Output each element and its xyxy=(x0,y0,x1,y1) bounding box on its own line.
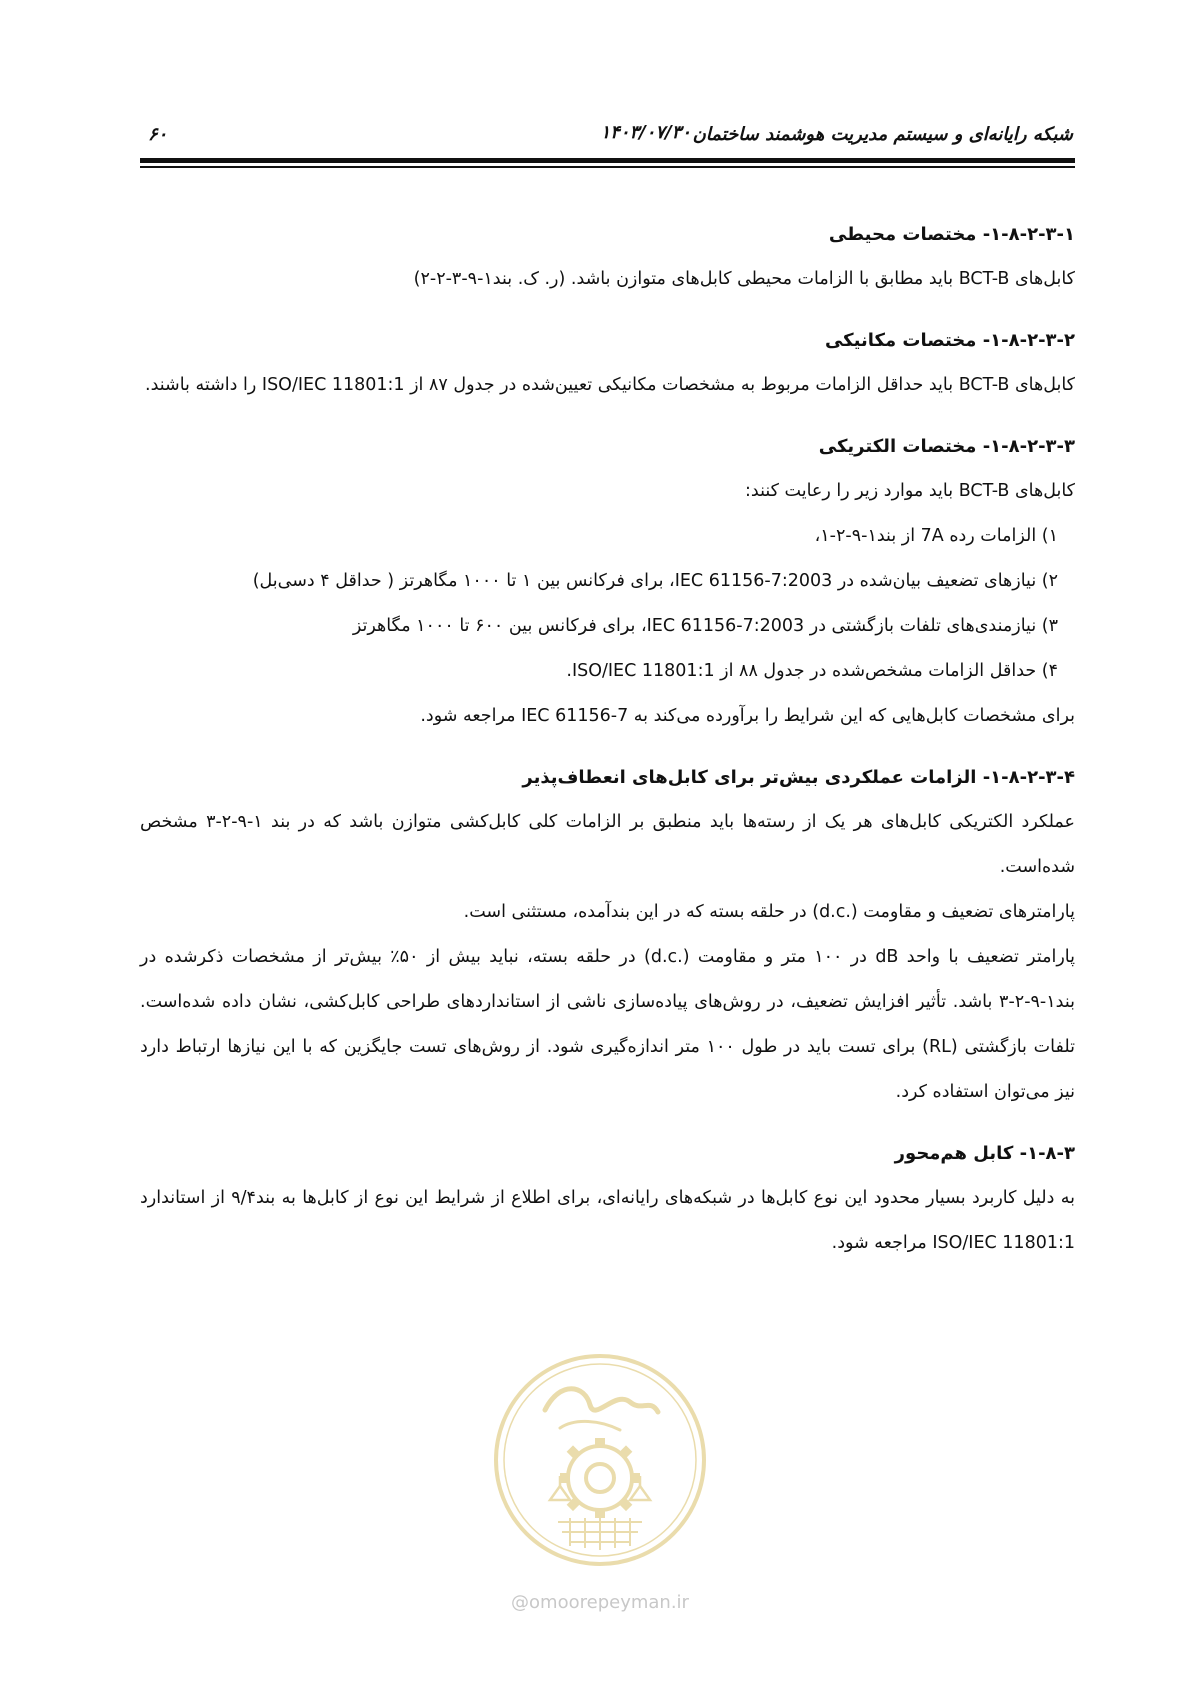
section-outro: برای مشخصات کابل‌هایی که این شرایط را برآورده می‌کند به IEC 61156-7 مراجعه شود. xyxy=(420,706,1075,726)
page-number: ۶۰ xyxy=(148,124,168,145)
watermark-caption: @omoorepeyman.ir xyxy=(511,1592,689,1613)
section-paragraph: عملکرد الکتریکی کابل‌های هر یک از رسته‌ها باید منطبق بر الزامات کلی کابل‌کشی متوازن باشد که در بند ۱-۹-۲-۳ مشخص شده‌است. xyxy=(140,812,1075,877)
header-rule-thin xyxy=(140,166,1075,168)
document-body xyxy=(140,212,1075,1282)
list-item: ۳) نیازمندی‌های تلفات بازگشتی در IEC 61156-7:2003، برای فرکانس بین ۶۰۰ تا ۱۰۰۰ مگاهرتز xyxy=(352,616,1058,636)
section-flexible-cables xyxy=(140,755,1075,1115)
requirements-list xyxy=(140,514,1075,694)
section-paragraph: کابل‌های BCT-B باید مطابق با الزامات محیطی کابل‌های متوازن باشد. (ر. ک. بند۱-۹-۳-۲-۲) xyxy=(413,269,1075,289)
list-item: ۲) نیازهای تضعیف بیان‌شده در IEC 61156-7:2003، برای فرکانس بین ۱ تا ۱۰۰۰ مگاهرتز ( حداقل ۴ دسی‌بل) xyxy=(252,571,1058,591)
section-electrical xyxy=(140,424,1075,739)
running-header-date: ۱۴۰۳/۰۷/۳۰ xyxy=(600,122,691,143)
watermark-seal-logo xyxy=(490,1350,710,1570)
section-coaxial xyxy=(140,1131,1075,1266)
section-paragraph: کابل‌های BCT-B باید حداقل الزامات مربوط به مشخصات مکانیکی تعیین‌شده در جدول ۸۷ از ISO/IEC 11801:1 را داشته باشند. xyxy=(145,375,1075,395)
section-paragraph: پارامترهای تضعیف و مقاومت (.d.c) در حلقه بسته که در این بندآمده، مستثنی است. xyxy=(463,902,1075,922)
list-item: ۱) الزامات رده 7A از بند۱-۹-۲-۱، xyxy=(814,526,1058,546)
section-paragraph: به دلیل کاربرد بسیار محدود این نوع کابل‌ها در شبکه‌های رایانه‌ای، برای اطلاع از شرایط این نوع از کابل‌ها به بند۹/۴ از استاندارد ISO/IEC 11801:1 مراجعه شود. xyxy=(140,1188,1075,1253)
section-intro: کابل‌های BCT-B باید موارد زیر را رعایت کنند: xyxy=(744,481,1075,501)
section-environmental xyxy=(140,212,1075,302)
section-heading: ۱-۸-۲-۳-۴- الزامات عملکردی بیش‌تر برای کابل‌های انعطاف‌پذیر xyxy=(522,767,1075,788)
section-mechanical xyxy=(140,318,1075,408)
running-header-title: شبکه رایانه‌ای و سیستم مدیریت هوشمند ساختمان xyxy=(692,124,1073,145)
section-heading: ۱-۸-۲-۳-۱- مختصات محیطی xyxy=(828,224,1075,245)
section-heading: ۱-۸-۲-۳-۲- مختصات مکانیکی xyxy=(824,330,1075,351)
header-rule-thick xyxy=(140,158,1075,163)
list-item: ۴) حداقل الزامات مشخص‌شده در جدول ۸۸ از ISO/IEC 11801:1. xyxy=(566,661,1058,681)
section-heading: ۱-۸-۳- کابل هم‌محور xyxy=(894,1143,1075,1164)
section-paragraph: پارامتر تضعیف با واحد dB در ۱۰۰ متر و مقاومت (.d.c) در حلقه بسته، نباید بیش از ۵۰٪ بیش‌تر از مشخصات ذکرشده در بند۱-۹-۲-۳ باشد. تأثیر افزایش تضعیف، در روش‌های پیاده‌سازی ناشی از استانداردهای طراحی کابل‌کشی، نشان داده شده‌است. تلفات بازگشتی (RL) برای تست باید در طول ۱۰۰ متر اندازه‌گیری شود. از روش‌های تست جایگزین که با این نیازها ارتباط دارد نیز می‌توان استفاده کرد. xyxy=(140,947,1075,1102)
section-heading: ۱-۸-۲-۳-۳- مختصات الکتریکی xyxy=(818,436,1075,457)
running-header xyxy=(140,112,1075,152)
